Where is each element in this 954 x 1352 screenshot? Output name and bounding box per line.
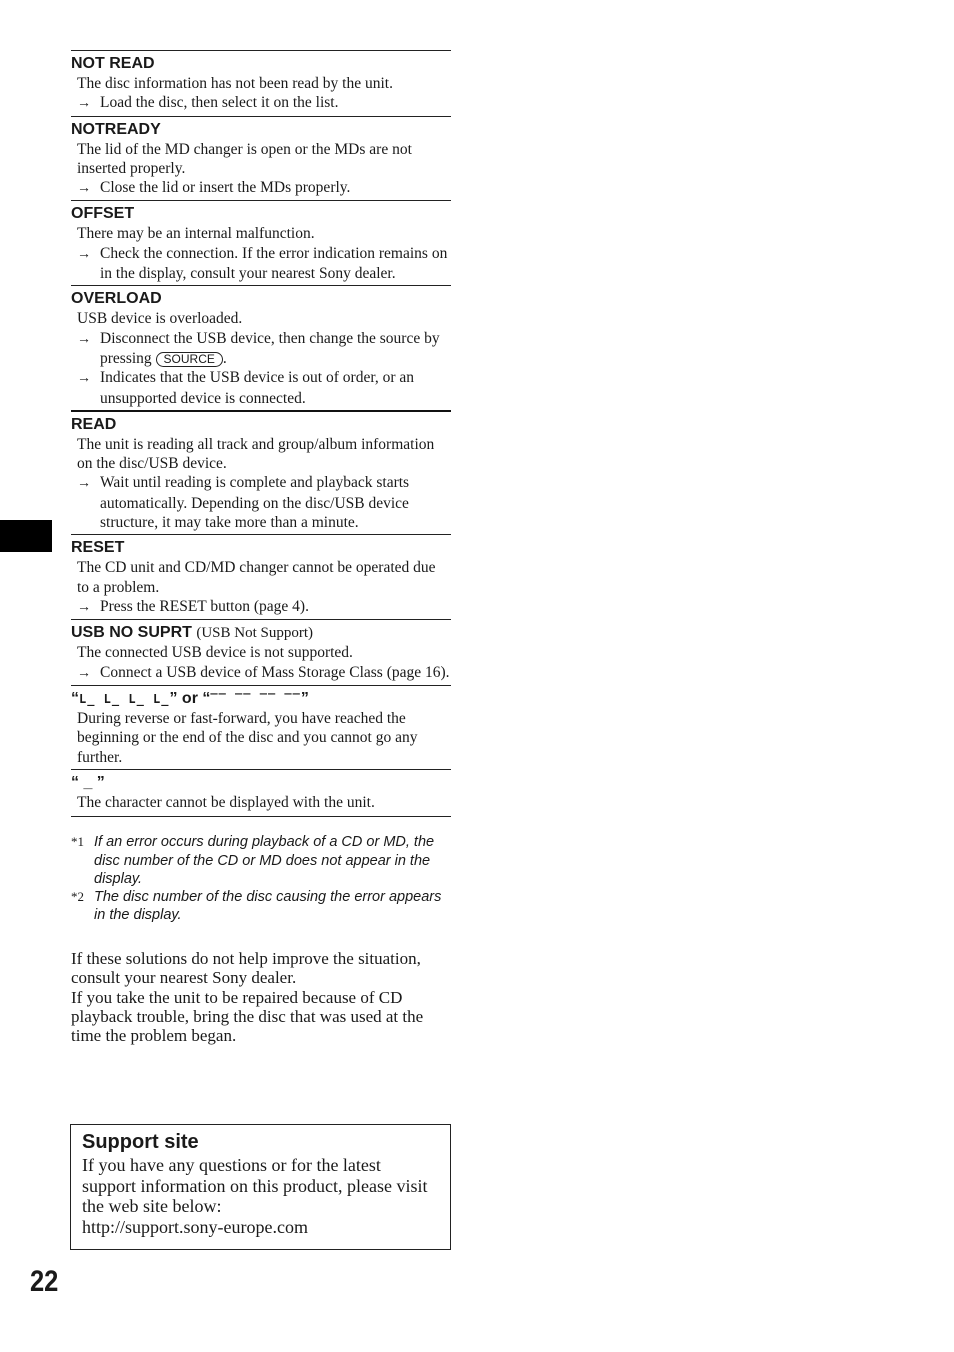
entry-read xyxy=(71,410,451,534)
arrow-icon: → xyxy=(77,96,91,112)
entry-undisplayable-char xyxy=(71,769,451,814)
entry-remedy: → Load the disc, then select it on the list. xyxy=(71,93,451,113)
entry-description: The disc information has not been read by the unit. xyxy=(77,75,393,92)
arrow-icon: → xyxy=(77,599,91,615)
entry-title: OFFSET xyxy=(71,205,135,223)
closing-paragraph: If these solutions do not help improve the situation, consult your nearest Sony dealer. If you take the unit to be repaired because of CD playback trouble, bring the disc that was used at the time the problem began. xyxy=(71,948,424,1046)
section-tab-marker xyxy=(0,520,52,552)
entry-title: NOT READ xyxy=(71,55,155,72)
footnotes xyxy=(71,833,451,924)
error-message-list xyxy=(71,50,451,1046)
arrow-icon: → xyxy=(77,246,91,262)
entry-remedy: → Connect a USB device of Mass Storage Class (page 16). xyxy=(71,663,451,683)
arrow-icon: → xyxy=(77,181,91,197)
entry-remedy: → Wait until reading is complete and playback starts automatically. Depending on the disc/USB device structure, it may take more than a minute. xyxy=(77,474,410,532)
footnote: *1 If an error occurs during playback of a CD or MD, the disc number of the CD or MD does not appear in the display. xyxy=(71,834,435,887)
support-title: Support site xyxy=(82,1131,199,1153)
entry-remedy: → Indicates that the USB device is out of order, or an unsupported device is connected. xyxy=(77,369,415,407)
entry-title: NOTREADY xyxy=(71,120,161,138)
segment-display-glyph: ‾‾ ‾‾ ‾‾ ‾‾ xyxy=(210,691,301,706)
entry-segment-indicator xyxy=(71,685,451,769)
arrow-icon: → xyxy=(77,476,91,492)
support-site-box xyxy=(70,1124,451,1250)
entry-description: The CD unit and CD/MD changer cannot be operated due to a problem. xyxy=(77,559,436,596)
entry-description: There may be an internal malfunction. xyxy=(77,225,315,243)
entry-usb-no-suprt xyxy=(71,619,451,685)
arrow-icon: → xyxy=(77,331,91,347)
footnote: *2 The disc number of the disc causing the error appears in the display. xyxy=(71,889,442,924)
entry-title: READ xyxy=(71,415,117,433)
entry-remedy: → Close the lid or insert the MDs properly. xyxy=(71,178,451,198)
arrow-icon: → xyxy=(77,665,91,681)
entry-description: During reverse or fast-forward, you have reached the beginning or the end of the disc and you cannot go any further. xyxy=(77,710,418,766)
entry-description: The character cannot be displayed with the unit. xyxy=(77,793,375,811)
source-button-label: SOURCE xyxy=(156,352,223,367)
entry-title: “ _ ” xyxy=(71,773,105,791)
entry-title: “L_ L_ L_ L_” or “‾‾ ‾‾ ‾‾ ‾‾” xyxy=(71,690,309,708)
entry-offset xyxy=(71,200,451,285)
entry-title: RESET xyxy=(71,539,125,557)
entry-description: The unit is reading all track and group/album information on the disc/USB device. xyxy=(77,435,435,473)
support-body: If you have any questions or for the latest support information on this product, please visit the web site below: xyxy=(82,1155,428,1216)
entry-title: OVERLOAD xyxy=(71,290,162,308)
entry-not-read xyxy=(71,50,451,116)
arrow-icon: → xyxy=(77,371,91,387)
entry-notready xyxy=(71,116,451,201)
entry-remedy: → Disconnect the USB device, then change the source by pressing SOURCE . xyxy=(77,329,440,367)
divider xyxy=(71,816,451,817)
support-url-link[interactable]: http://support.sony-europe.com xyxy=(82,1216,308,1237)
entry-reset xyxy=(71,534,451,619)
entry-remedy: → Check the connection. If the error indication remains on in the display, consult your nearest Sony dealer. xyxy=(77,244,448,283)
entry-description: The lid of the MD changer is open or the MDs are not inserted properly. xyxy=(77,140,412,177)
entry-remedy: → Press the RESET button (page 4). xyxy=(71,597,451,617)
page-number: 22 xyxy=(30,1265,59,1298)
entry-description: The connected USB device is not supported. xyxy=(77,644,353,662)
entry-overload xyxy=(71,285,451,409)
segment-display-glyph: L_ L_ L_ L_ xyxy=(79,691,170,706)
entry-title: USB NO SUPRT (USB Not Support) xyxy=(71,624,314,642)
entry-description: USB device is overloaded. xyxy=(77,310,243,328)
